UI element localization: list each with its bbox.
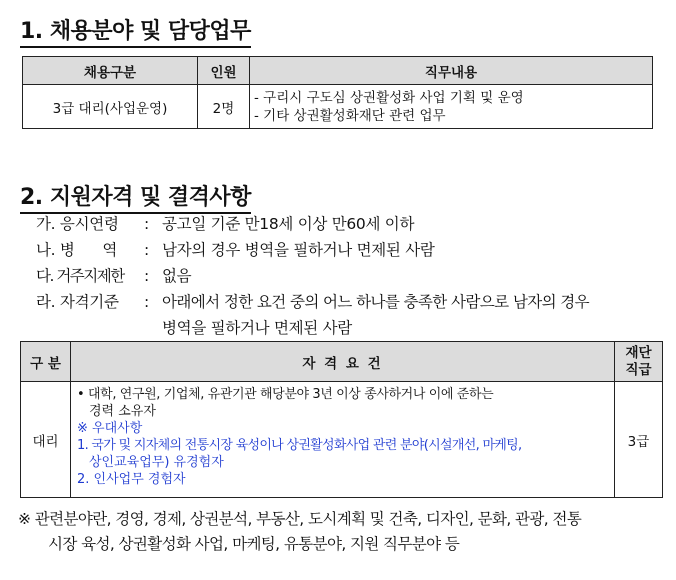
requirement-text: 아래에서 정한 요건 중의 어느 하나를 충족한 사람으로 남자의 경우	[162, 293, 590, 311]
requirement-text: 공고일 기준 만18세 이상 만60세 이하	[162, 215, 415, 233]
requirement-bullet-continued: 경력 소유자	[89, 404, 156, 419]
preference-title: ※ 우대사항	[77, 421, 143, 436]
table-row	[21, 382, 663, 498]
qual-table-header-category: 구 분	[21, 342, 71, 382]
note-related-fields-continued: 시장 육성, 상권활성화 사업, 마케팅, 유통분야, 지원 직무분야 등	[48, 535, 460, 553]
requirement-text-continued: 병역을 필하거나 면제된 사람	[162, 319, 352, 337]
requirement-label: 라. 자격기준	[36, 293, 119, 311]
job-count-cell: 2명	[198, 85, 250, 129]
requirement-item-qualification	[36, 290, 589, 312]
job-duties-cell	[250, 85, 653, 129]
table-row	[23, 85, 653, 129]
requirement-text: 없음	[162, 267, 192, 285]
section2-title: 2. 지원자격 및 결격사항	[20, 180, 251, 211]
requirement-label: 나. 병 역	[36, 241, 118, 259]
colon: :	[144, 267, 149, 285]
qual-table-header-grade: 재단 직급	[615, 342, 663, 382]
preference-item-1-continued: 상인교육업무) 유경험자	[89, 455, 224, 470]
qual-grade-cell: 3급	[615, 382, 663, 498]
colon: :	[144, 293, 149, 311]
requirement-label: 가. 응시연령	[36, 215, 119, 233]
note-related-fields: ※ 관련분야란, 경영, 경제, 상권분석, 부동산, 도시계획 및 건축, 디자인, 문화, 관광, 전통	[18, 510, 582, 528]
qual-category-cell: 대리	[21, 382, 71, 498]
section1-title: 1. 채용분야 및 담당업무	[20, 14, 251, 45]
duty-item: - 기타 상권활성화재단 관련 업무	[254, 107, 446, 124]
duty-item: - 구리시 구도심 상권활성화 사업 기획 및 운영	[254, 89, 524, 106]
job-table	[22, 56, 653, 129]
colon: :	[144, 241, 149, 259]
job-category-cell: 3급 대리(사업운영)	[23, 85, 198, 129]
requirement-label: 다. 거주지제한	[36, 267, 124, 285]
qual-table-header-requirements: 자 격 요 건	[71, 342, 615, 382]
colon: :	[144, 215, 149, 233]
requirement-text: 남자의 경우 병역을 필하거나 면제된 사람	[162, 241, 435, 259]
requirement-item-age	[36, 212, 414, 234]
preference-item-2: 2. 인사업무 경험자	[77, 472, 186, 487]
job-table-header-category: 채용구분	[23, 57, 198, 85]
job-table-header-count: 인원	[198, 57, 250, 85]
requirement-item-military	[36, 238, 435, 260]
job-table-header-duties: 직무내용	[250, 57, 653, 85]
qualification-table	[20, 341, 663, 498]
qual-requirements-cell	[71, 382, 615, 498]
requirement-bullet: • 대학, 연구원, 기업체, 유관기관 해당분야 3년 이상 종사하거나 이에 준하는	[77, 387, 494, 402]
preference-item-1: 1. 국가 및 지자체의 전통시장 육성이나 상권활성화사업 관련 분야(시설개선, 마케팅,	[77, 438, 522, 453]
requirement-item-residence	[36, 264, 191, 286]
